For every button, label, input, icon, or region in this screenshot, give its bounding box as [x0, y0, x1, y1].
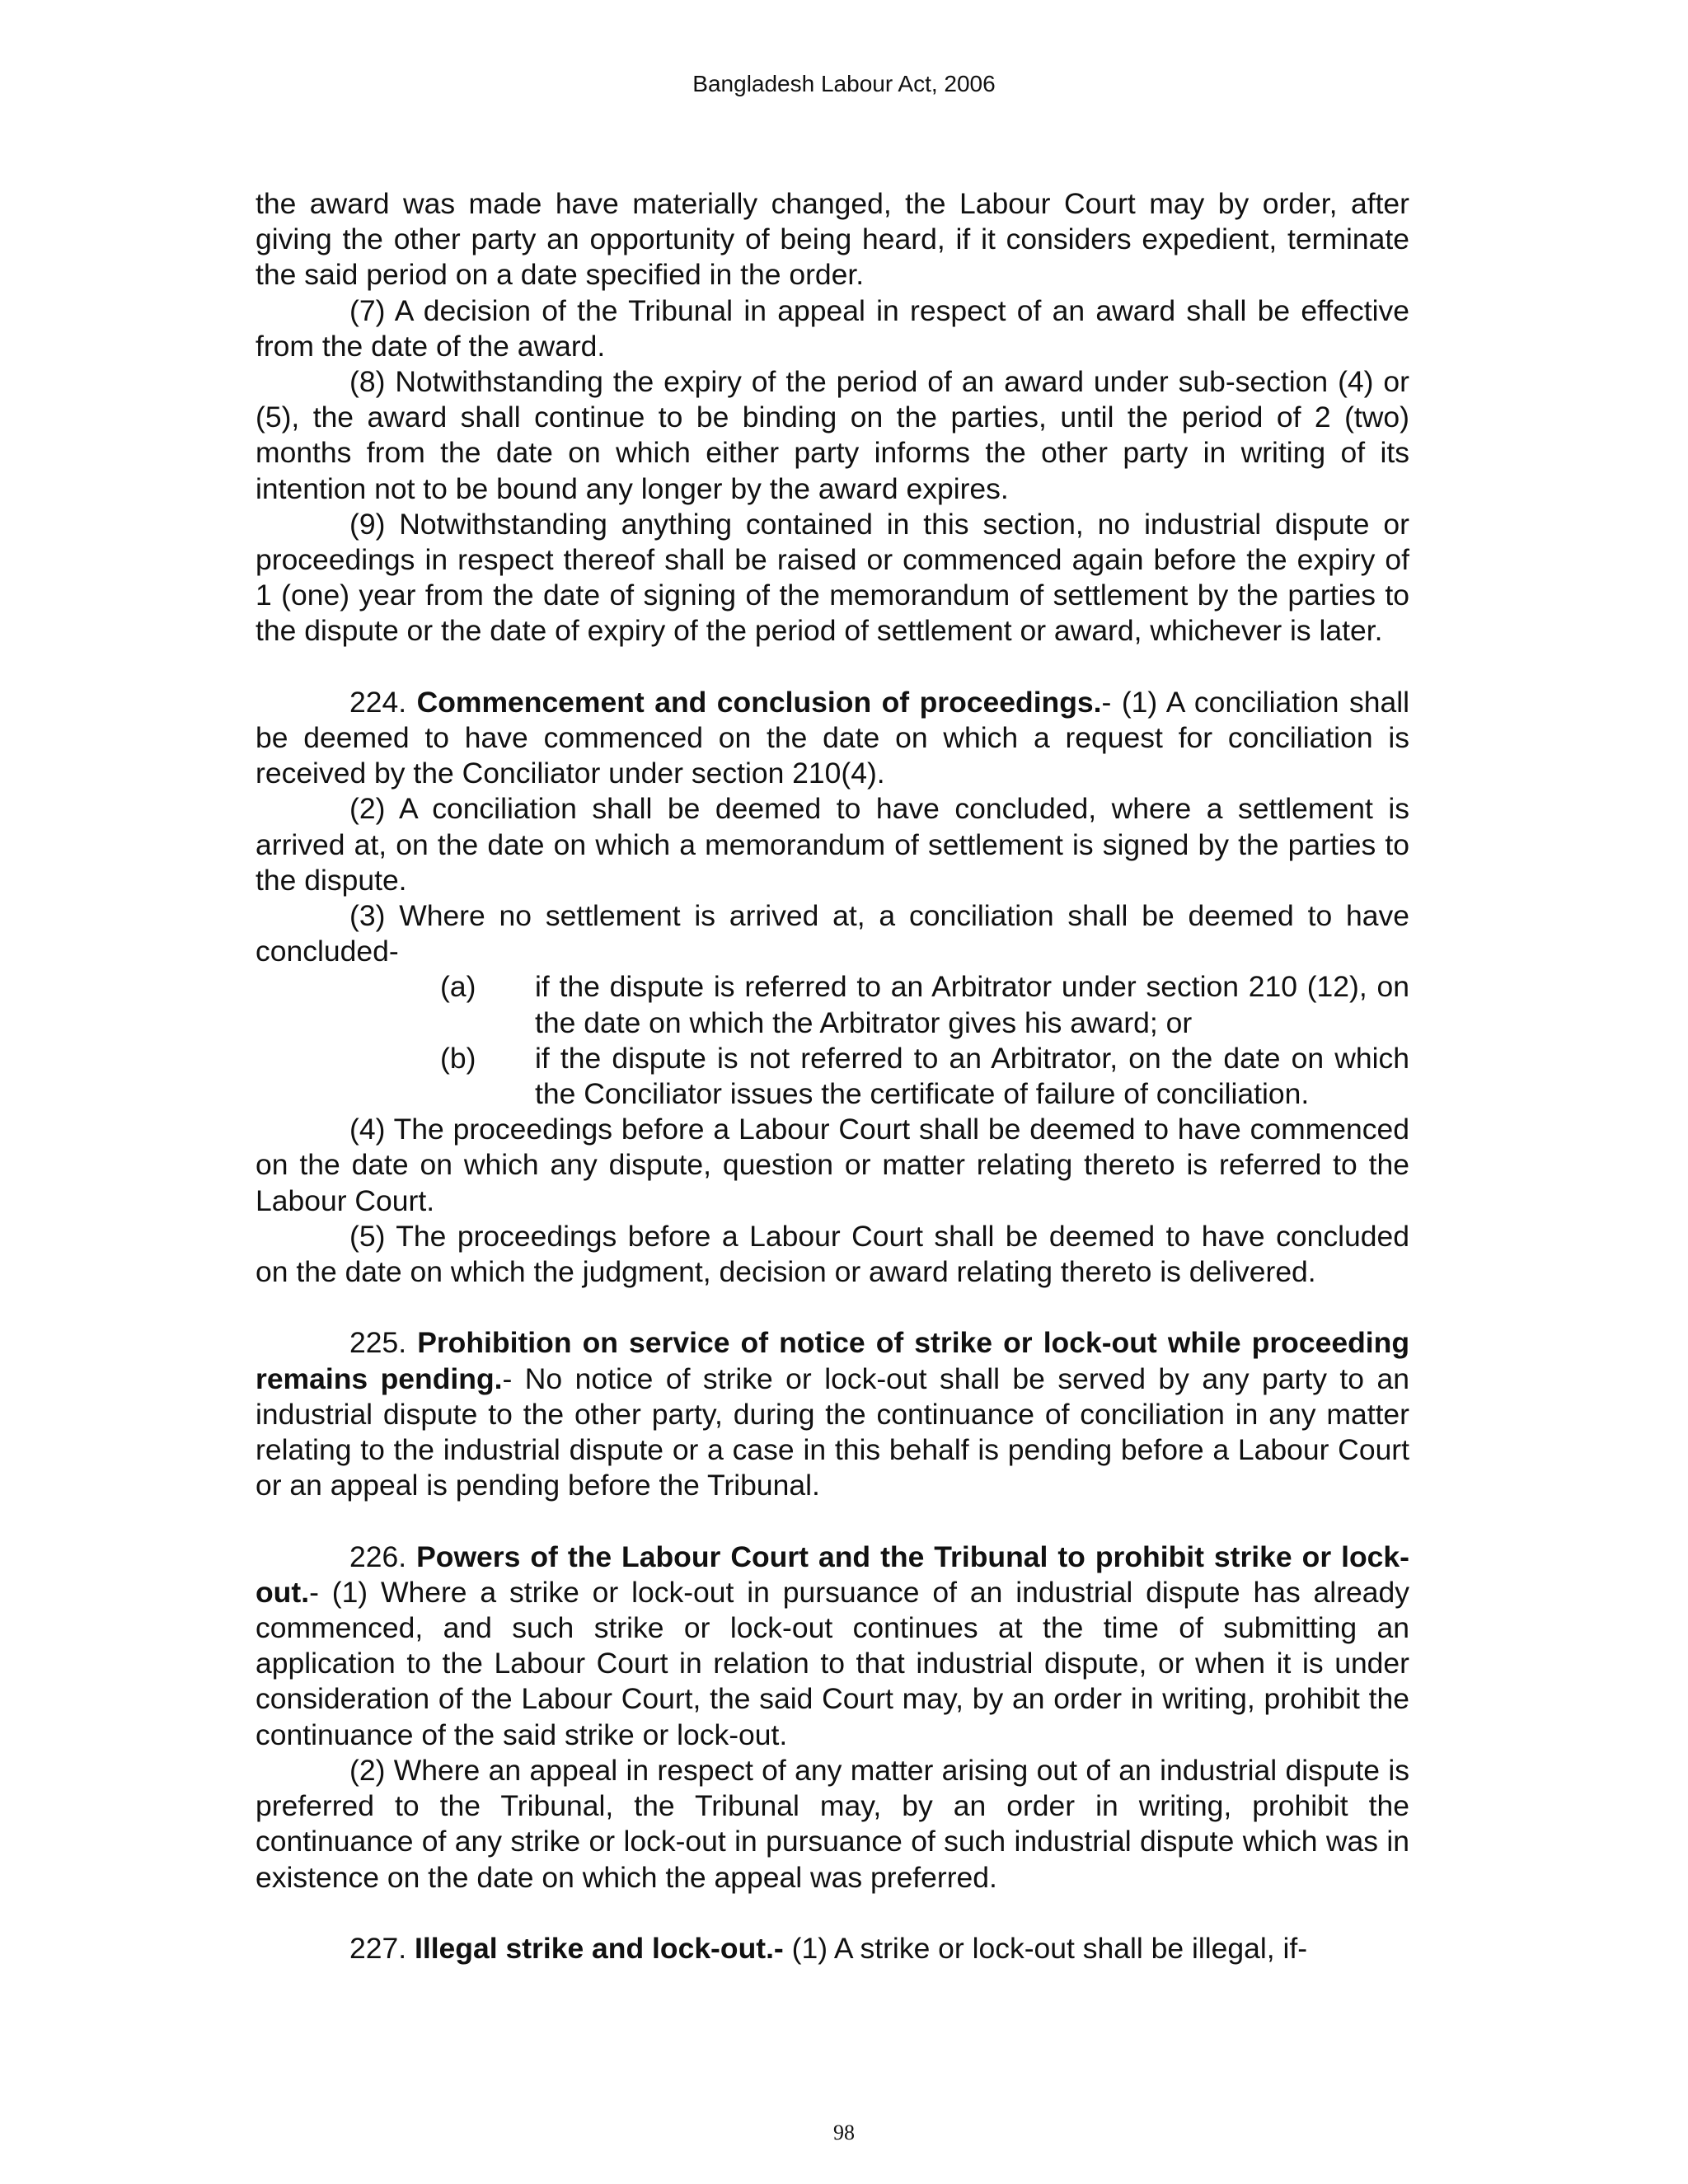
section-225-number: 225.: [349, 1326, 407, 1360]
section-224-subsection-2: (2) A conciliation shall be deemed to have concluded, where a settlement is arrived at, on the date on which a memorandum of settlement is signed by the parties to the dispute.: [256, 792, 1409, 897]
section-225: [256, 1325, 1409, 1503]
section-227: [256, 1931, 1409, 1966]
section-227-number: 227.: [349, 1931, 407, 1965]
list-item-text: if the dispute is referred to an Arbitrator under section 210 (12), on the date on which the Arbitrator gives his award; or: [535, 970, 1409, 1039]
section-224-subsection-3: (3) Where no settlement is arrived at, a conciliation shall be deemed to have concluded-: [256, 899, 1409, 968]
list-item-a: [256, 969, 1409, 1040]
document-body: [256, 186, 1409, 1966]
section-gap: [256, 1503, 1409, 1539]
section-224: [256, 685, 1409, 792]
list-item-label: (a): [440, 970, 476, 1004]
section-225-text: - No notice of strike or lock-out shall be served by any party to an industrial dispute to the other party, during the continuance of conciliation in any matter relating to the industrial dispute or a case in this behalf is pending before a Labour Court or an appeal is pending before the Tribunal.: [256, 1361, 1409, 1502]
list-item-b: [256, 1041, 1409, 1112]
section-224-heading: Commencement and conclusion of proceedings.: [416, 685, 1102, 719]
paragraph-subsection-7: (7) A decision of the Tribunal in appeal in respect of an award shall be effective from the date of the award.: [256, 293, 1409, 363]
section-226-heading: Powers of the Labour Court and the Tribunal to prohibit strike or lock-out.: [256, 1540, 1409, 1609]
paragraph-continued: the award was made have materially changed, the Labour Court may by order, after giving the other party an opportunity of being heard, if it considers expedient, terminate the said period on a date specified in the order.: [256, 187, 1409, 292]
paragraph-subsection-9: (9) Notwithstanding anything contained in this section, no industrial dispute or proceedings in respect thereof shall be raised or commenced again before the expiry of 1 (one) year from the date of signing of the memorandum of settlement by the parties to the dispute or the date of expiry of the period of settlement or award, whichever is later.: [256, 507, 1409, 648]
section-226-text: - (1) Where a strike or lock-out in pursuance of an industrial dispute has already commenced, and such strike or lock-out continues at the time of submitting an application to the Labour Court in relation to that industrial dispute, or when it is under consideration of the Labour Court, the said Court may, by an order in writing, prohibit the continuance of the said strike or lock-out.: [256, 1575, 1409, 1751]
section-226-number: 226.: [349, 1540, 407, 1573]
page-number: 98: [833, 2121, 855, 2144]
section-224-text: - (1) A conciliation shall be deemed to have commenced on the date on which a request for conciliation is received by the Conciliator under section 210(4).: [256, 685, 1410, 790]
section-gap: [256, 1896, 1409, 1931]
section-226-subsection-2: (2) Where an appeal in respect of any matter arising out of an industrial dispute is preferred to the Tribunal, the Tribunal may, by an order in writing, prohibit the continuance of any strike or lock-out in pursuance of such industrial dispute which was in existence on the date on which the appeal was preferred.: [256, 1753, 1409, 1894]
section-224-subsection-4: (4) The proceedings before a Labour Court shall be deemed to have commenced on the date on which any dispute, question or matter relating thereto is referred to the Labour Court.: [256, 1113, 1409, 1217]
section-gap: [256, 649, 1409, 685]
section-224-number: 224.: [349, 685, 407, 719]
section-227-heading: Illegal strike and lock-out.-: [414, 1931, 784, 1965]
list-item-text: if the dispute is not referred to an Arbitrator, on the date on which the Conciliator issues the certificate of failure of conciliation.: [535, 1041, 1409, 1111]
section-227-text: (1) A strike or lock-out shall be illegal, if-: [783, 1931, 1308, 1965]
paragraph-subsection-8: (8) Notwithstanding the expiry of the period of an award under sub-section (4) or (5), the award shall continue to be binding on the parties, until the period of 2 (two) months from the date on which either party informs the other party in writing of its intention not to be bound any longer by the award expires.: [256, 365, 1409, 505]
list-item-label: (b): [440, 1041, 476, 1075]
running-header: Bangladesh Labour Act, 2006: [692, 71, 996, 96]
section-gap: [256, 1290, 1409, 1325]
section-225-heading: Prohibition on service of notice of strike or lock-out while proceeding remains pending.: [256, 1326, 1410, 1395]
section-224-subsection-5: (5) The proceedings before a Labour Court shall be deemed to have concluded on the date on which the judgment, decision or award relating thereto is delivered.: [256, 1219, 1409, 1289]
section-226: [256, 1540, 1409, 1753]
